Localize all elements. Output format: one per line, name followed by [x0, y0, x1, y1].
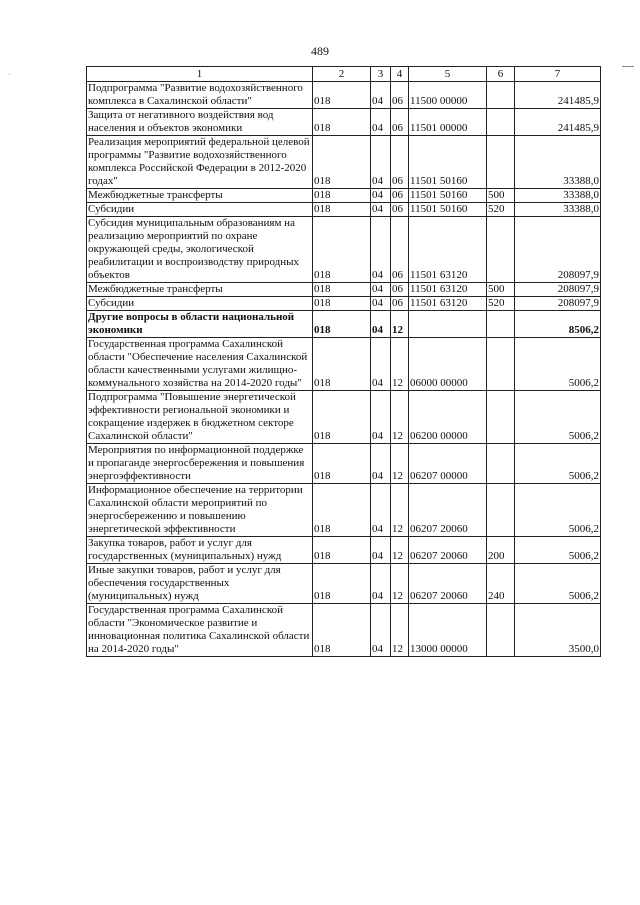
table-row: [87, 444, 601, 484]
row-code-6: [487, 444, 515, 484]
row-code-2: 018: [313, 109, 371, 136]
row-code-6: [487, 311, 515, 338]
table-row: [87, 189, 601, 203]
row-code-6: [487, 82, 515, 109]
row-amount: 5006,2: [515, 564, 601, 604]
row-code-2: 018: [313, 564, 371, 604]
row-code-4: 12: [391, 537, 409, 564]
table-row: [87, 82, 601, 109]
row-name: Иные закупки товаров, работ и услуг для обеспечения государственных (муниципальных) нужд: [87, 564, 313, 604]
row-code-2: 018: [313, 189, 371, 203]
row-code-4: 06: [391, 109, 409, 136]
header-col-7: 7: [515, 67, 601, 82]
row-code-3: 04: [371, 564, 391, 604]
row-code-4: 12: [391, 444, 409, 484]
row-amount: 241485,9: [515, 82, 601, 109]
row-code-6: 200: [487, 537, 515, 564]
row-amount: 5006,2: [515, 484, 601, 537]
header-col-3: 3: [371, 67, 391, 82]
row-name: Субсидии: [87, 203, 313, 217]
table-row: [87, 283, 601, 297]
row-code-4: 12: [391, 564, 409, 604]
scan-mark-left: ·: [8, 70, 11, 79]
row-amount: 33388,0: [515, 189, 601, 203]
row-code-4: 06: [391, 217, 409, 283]
table-row: [87, 203, 601, 217]
row-code-5: 06207 20060: [409, 484, 487, 537]
header-row: [87, 67, 601, 82]
row-amount: 5006,2: [515, 444, 601, 484]
row-code-3: 04: [371, 283, 391, 297]
header-col-2: 2: [313, 67, 371, 82]
row-code-6: [487, 484, 515, 537]
row-code-6: [487, 604, 515, 657]
row-name: Государственная программа Сахалинской области "Обеспечение населения Сахалинской области качественными услугами жилищно-коммунального хозяйства на 2014-2020 годы": [87, 338, 313, 391]
table-row: [87, 297, 601, 311]
row-code-2: 018: [313, 484, 371, 537]
row-code-2: 018: [313, 311, 371, 338]
row-code-6: 240: [487, 564, 515, 604]
row-code-5: 06207 00000: [409, 444, 487, 484]
row-amount: 208097,9: [515, 283, 601, 297]
row-code-5: 11500 00000: [409, 82, 487, 109]
row-code-4: 06: [391, 297, 409, 311]
row-amount: 5006,2: [515, 391, 601, 444]
row-code-4: 06: [391, 189, 409, 203]
row-code-3: 04: [371, 604, 391, 657]
row-code-2: 018: [313, 136, 371, 189]
row-code-5: 06207 20060: [409, 564, 487, 604]
row-code-5: 11501 00000: [409, 109, 487, 136]
row-code-3: 04: [371, 391, 391, 444]
row-code-5: 11501 63120: [409, 217, 487, 283]
row-name: Другие вопросы в области национальной экономики: [87, 311, 313, 338]
row-code-4: 12: [391, 391, 409, 444]
row-code-6: 520: [487, 203, 515, 217]
row-name: Мероприятия по информационной поддержке и пропаганде энергосбережения и повышения энергоэффективности: [87, 444, 313, 484]
row-amount: 33388,0: [515, 203, 601, 217]
row-code-5: 11501 63120: [409, 297, 487, 311]
table-row: [87, 136, 601, 189]
row-name: Информационное обеспечение на территории Сахалинской области мероприятий по энергосбережению и повышению энергетической эффективности: [87, 484, 313, 537]
row-code-3: 04: [371, 484, 391, 537]
row-code-3: 04: [371, 203, 391, 217]
row-code-2: 018: [313, 297, 371, 311]
table-row: [87, 311, 601, 338]
row-code-5: 11501 50160: [409, 203, 487, 217]
table-row: [87, 109, 601, 136]
row-code-4: 06: [391, 203, 409, 217]
table-row: [87, 338, 601, 391]
row-code-3: 04: [371, 311, 391, 338]
row-code-4: 06: [391, 283, 409, 297]
row-amount: 3500,0: [515, 604, 601, 657]
row-amount: 241485,9: [515, 109, 601, 136]
row-code-4: 12: [391, 604, 409, 657]
row-code-2: 018: [313, 444, 371, 484]
table-row: [87, 217, 601, 283]
budget-table: [86, 66, 601, 657]
row-code-5: [409, 311, 487, 338]
row-name: Межбюджетные трансферты: [87, 189, 313, 203]
row-code-2: 018: [313, 604, 371, 657]
row-code-2: 018: [313, 338, 371, 391]
row-code-4: 06: [391, 136, 409, 189]
row-name: Реализация мероприятий федеральной целевой программы "Развитие водохозяйственного комплекса Российской Федерации в 2012-2020 годах": [87, 136, 313, 189]
row-code-2: 018: [313, 391, 371, 444]
row-code-5: 06000 00000: [409, 338, 487, 391]
row-code-2: 018: [313, 203, 371, 217]
table-row: [87, 564, 601, 604]
row-name: Межбюджетные трансферты: [87, 283, 313, 297]
row-code-2: 018: [313, 217, 371, 283]
row-amount: 5006,2: [515, 537, 601, 564]
row-code-4: 06: [391, 82, 409, 109]
row-code-6: [487, 109, 515, 136]
row-code-6: 500: [487, 189, 515, 203]
row-amount: 5006,2: [515, 338, 601, 391]
row-amount: 208097,9: [515, 297, 601, 311]
row-code-2: 018: [313, 283, 371, 297]
scan-mark-right: [622, 66, 634, 67]
row-code-3: 04: [371, 297, 391, 311]
row-code-2: 018: [313, 537, 371, 564]
row-name: Закупка товаров, работ и услуг для государственных (муниципальных) нужд: [87, 537, 313, 564]
row-code-3: 04: [371, 82, 391, 109]
row-code-6: [487, 391, 515, 444]
row-code-6: [487, 136, 515, 189]
row-code-5: 06207 20060: [409, 537, 487, 564]
table-row: [87, 484, 601, 537]
table-row: [87, 537, 601, 564]
table-row: [87, 391, 601, 444]
row-code-5: 13000 00000: [409, 604, 487, 657]
row-code-2: 018: [313, 82, 371, 109]
row-code-6: [487, 338, 515, 391]
row-name: Субсидии: [87, 297, 313, 311]
row-code-3: 04: [371, 444, 391, 484]
header-col-1: 1: [87, 67, 313, 82]
row-name: Субсидия муниципальным образованиям на реализацию мероприятий по охране окружающей среды, экологической реабилитации и воспроизводству природных объектов: [87, 217, 313, 283]
row-name: Государственная программа Сахалинской области "Экономическое развитие и инновационная политика Сахалинской области на 2014-2020 годы": [87, 604, 313, 657]
row-code-3: 04: [371, 537, 391, 564]
row-code-3: 04: [371, 109, 391, 136]
row-code-4: 12: [391, 338, 409, 391]
page-number: 489: [311, 44, 329, 58]
row-code-5: 06200 00000: [409, 391, 487, 444]
row-name: Защита от негативного воздействия вод населения и объектов экономики: [87, 109, 313, 136]
row-amount: 8506,2: [515, 311, 601, 338]
row-amount: 33388,0: [515, 136, 601, 189]
row-code-3: 04: [371, 136, 391, 189]
row-code-4: 12: [391, 484, 409, 537]
row-code-5: 11501 63120: [409, 283, 487, 297]
row-code-3: 04: [371, 189, 391, 203]
row-code-5: 11501 50160: [409, 136, 487, 189]
row-code-6: 520: [487, 297, 515, 311]
row-code-6: [487, 217, 515, 283]
row-code-5: 11501 50160: [409, 189, 487, 203]
row-code-3: 04: [371, 217, 391, 283]
row-code-6: 500: [487, 283, 515, 297]
row-code-4: 12: [391, 311, 409, 338]
row-amount: 208097,9: [515, 217, 601, 283]
header-col-6: 6: [487, 67, 515, 82]
row-code-3: 04: [371, 338, 391, 391]
row-name: Подпрограмма "Развитие водохозяйственного комплекса в Сахалинской области": [87, 82, 313, 109]
table-row: [87, 604, 601, 657]
row-name: Подпрограмма "Повышение энергетической эффективности региональной экономики и сокращение издержек в бюджетном секторе Сахалинской области": [87, 391, 313, 444]
header-col-4: 4: [391, 67, 409, 82]
header-col-5: 5: [409, 67, 487, 82]
